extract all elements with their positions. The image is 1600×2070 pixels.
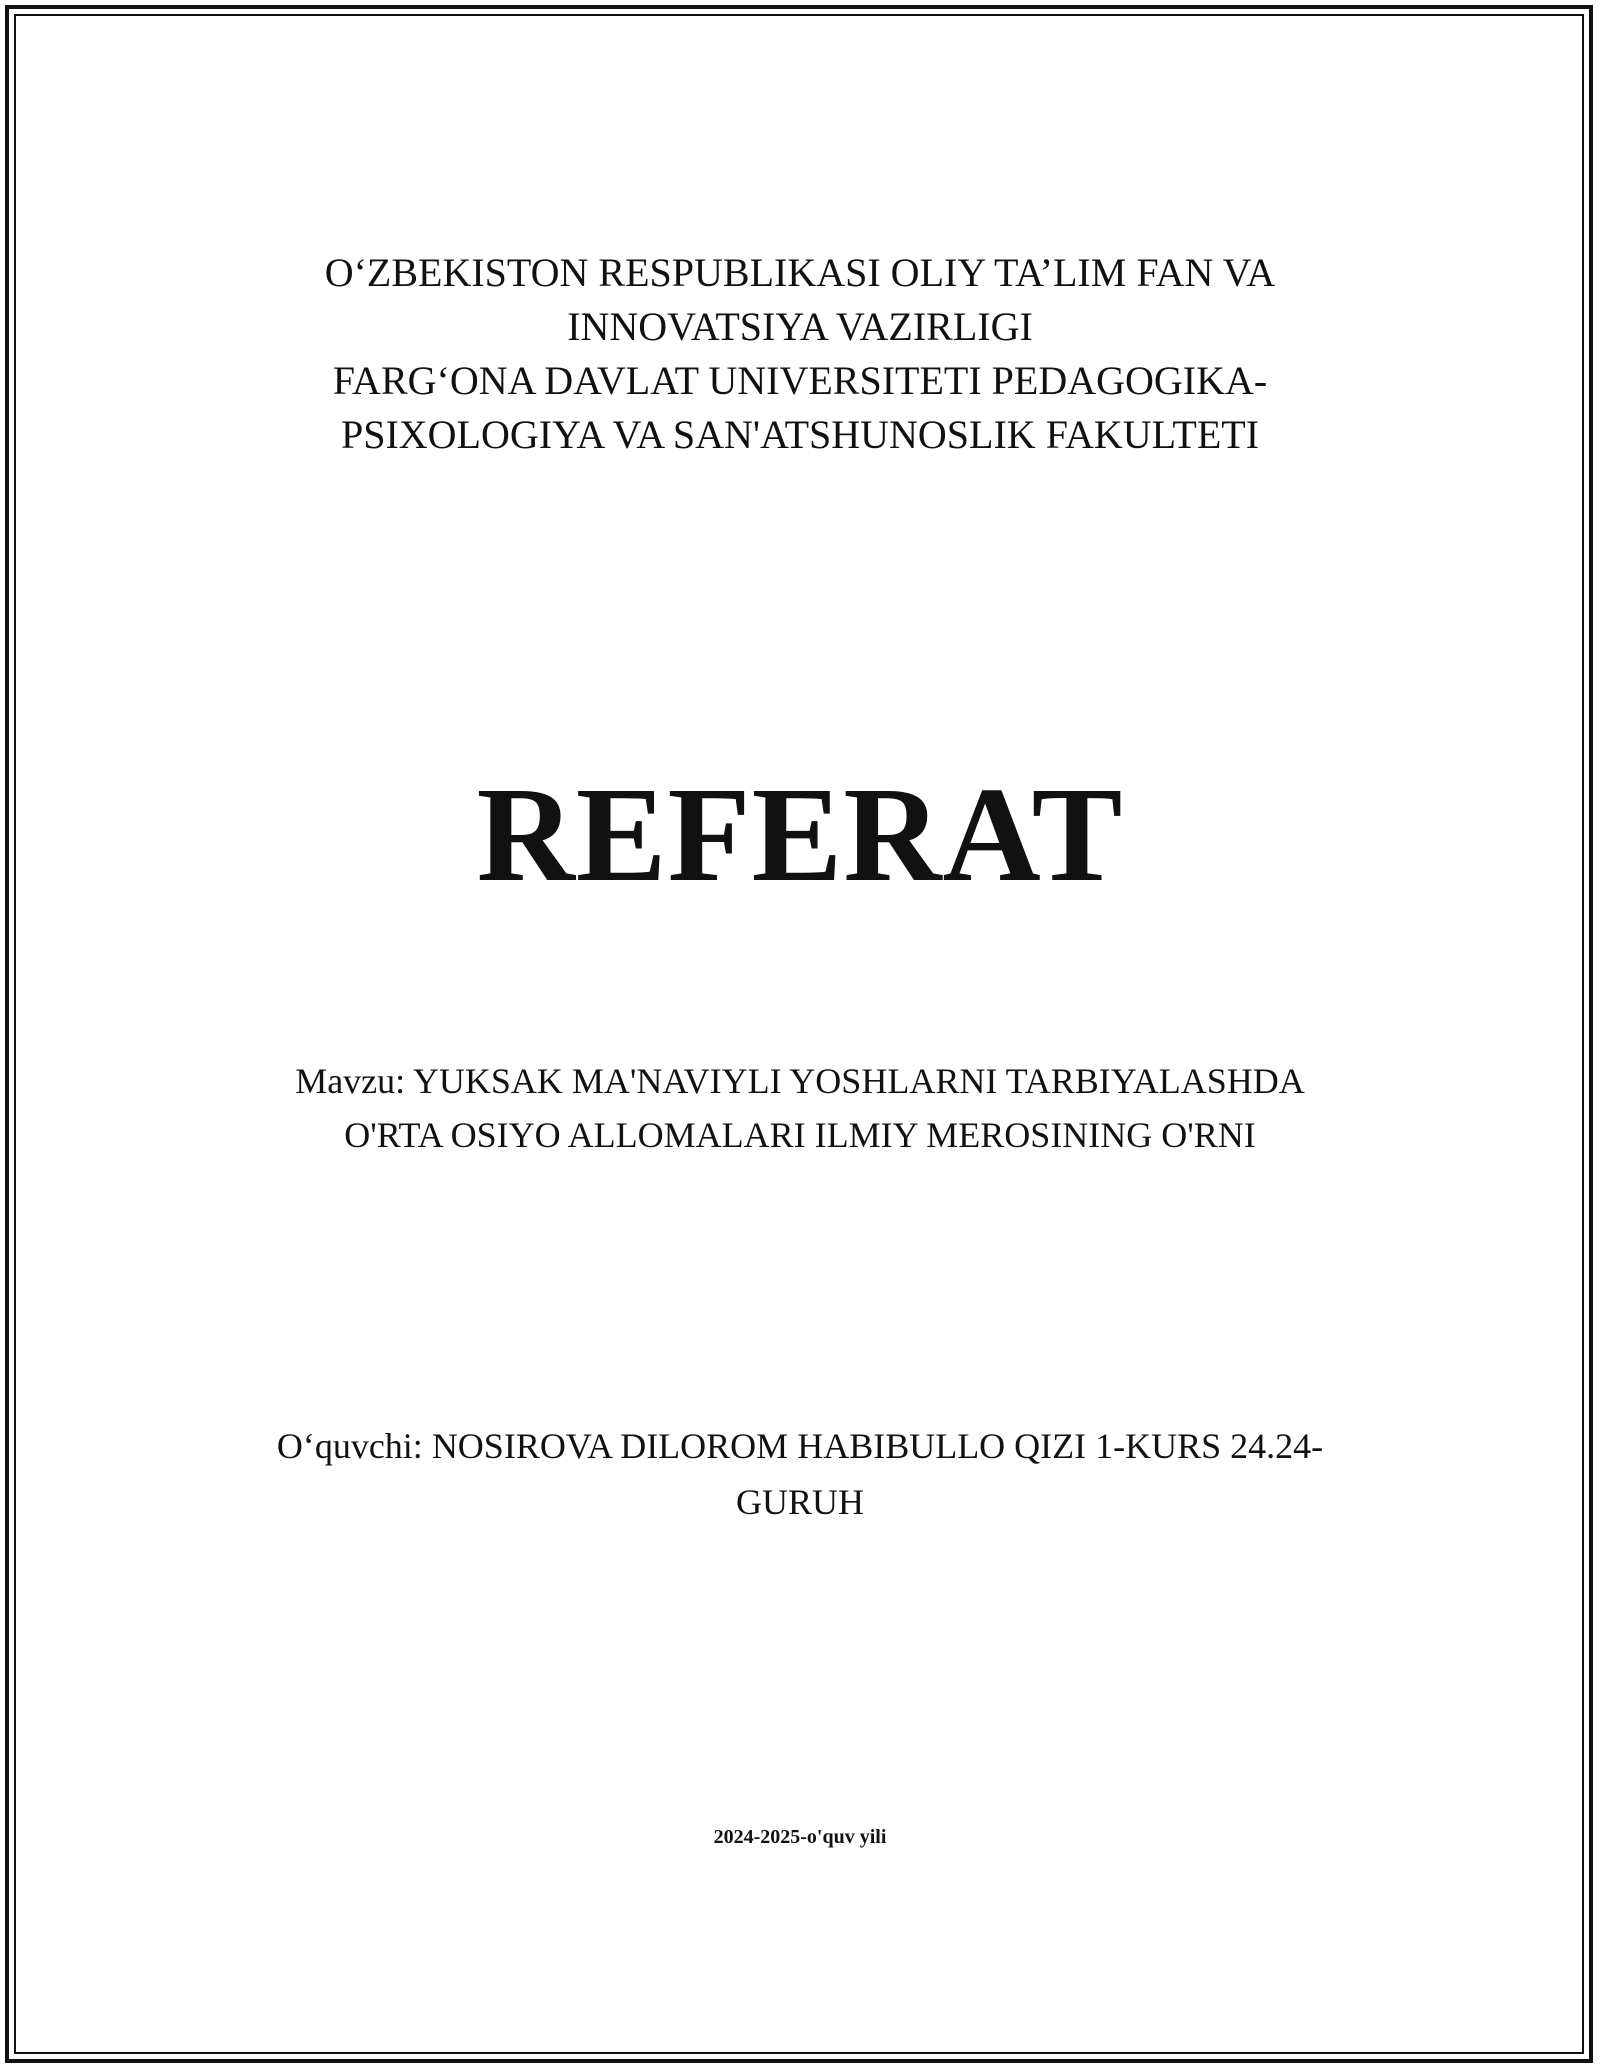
student-line: O‘quvchi: NOSIROVA DILOROM HABIBULLO QIZI 1-KURS 24.24- <box>276 1426 1324 1466</box>
ministry-line: INNOVATSIYA VAZIRLIGI <box>567 304 1033 349</box>
topic-block <box>0 1054 1600 1162</box>
ministry-header <box>0 246 1600 462</box>
topic-line: Mavzu: YUKSAK MA'NAVIYLI YOSHLARNI TARBIYALASHDA <box>295 1061 1305 1101</box>
faculty-line: PSIXOLOGIYA VA SAN'ATSHUNOSLIK FAKULTETI <box>340 412 1260 457</box>
student-block <box>0 1418 1600 1530</box>
ministry-line: O‘ZBEKISTON RESPUBLIKASI OLIY TA’LIM FAN VA <box>324 250 1276 295</box>
topic-line: O'RTA OSIYO ALLOMALARI ILMIY MEROSINING O'RNI <box>344 1115 1256 1155</box>
document-title: REFERAT <box>476 760 1124 910</box>
academic-year: 2024-2025-o'quv yili <box>713 1826 887 1848</box>
university-line: FARG‘ONA DAVLAT UNIVERSITETI PEDAGOGIKA- <box>332 358 1268 403</box>
student-line: GURUH <box>735 1482 864 1522</box>
